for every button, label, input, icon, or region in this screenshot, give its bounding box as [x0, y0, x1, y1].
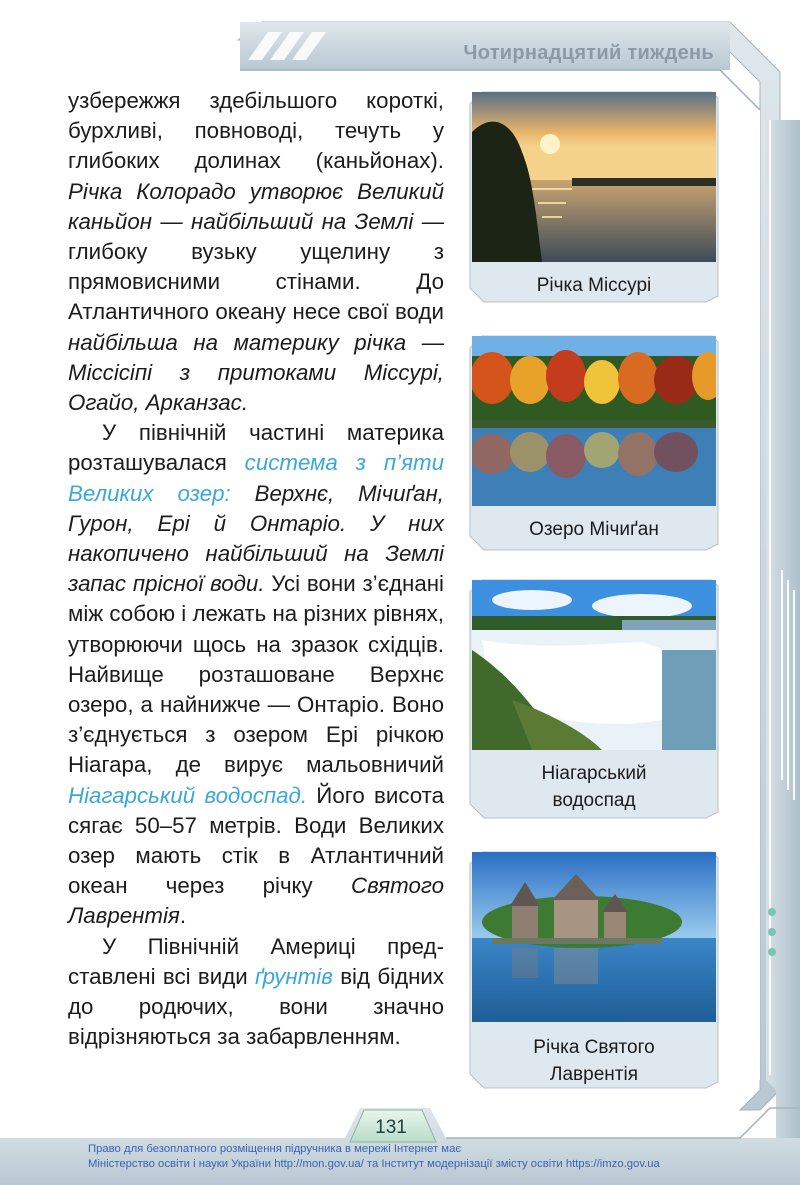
chapter-title: Чотирнадцятий тиждень [463, 42, 714, 64]
paragraph-3 [68, 932, 444, 1053]
paragraph-1 [68, 86, 444, 418]
caption-line: Лаврентія [550, 1064, 638, 1085]
image-card-missouri [472, 92, 716, 302]
italic-span: Верхнє, Мічиґан, Гурон, Ері й Онтаріо. У них накопичено найбільший на Землі запас прісної води. [68, 480, 444, 597]
missouri-river-photo [472, 92, 716, 262]
italic-span: найбільша на материку річка — Міссісіпі з притоками Міссурі, Огайо, Арканзас. [68, 329, 444, 416]
caption [472, 760, 716, 814]
caption-line: водоспад [552, 790, 636, 811]
caption: Річка Міссурі [536, 275, 652, 296]
lake-michigan-photo [472, 336, 716, 506]
text-span: — глибоку вузьку ущелину з прямовисними стінами. До Атлантичного океану несе свої води [68, 208, 444, 325]
paragraph-2 [68, 418, 444, 931]
image-card-st-lawrence [472, 852, 716, 1088]
caption [472, 1034, 716, 1088]
text-span: узбережжя здебільшого короткі, бурхливі, повноводі, течуть у глибоких долинах (каньйонах). [68, 88, 444, 174]
footer-line-2: Міністерство освіти і науки України http://mon.gov.ua/ та Інститут модернізації змісту освіти https://imzo.gov.ua [88, 1158, 660, 1170]
image-card-michigan [472, 336, 716, 550]
term-link: Ніагарський водоспад. [68, 782, 308, 808]
text-span: від бідних до родючих, вони значно відрізняються за забарвленням. [68, 963, 444, 1050]
italic-span: Річка Колорадо утворює Великий каньйон — найбільший на Землі [68, 178, 444, 234]
footer-line-1: Право для безоплатного розміщення підручника в мережі Інтернет має [88, 1143, 462, 1155]
image-card-niagara [472, 580, 716, 818]
italic-span: Святого Лаврентія [68, 873, 444, 929]
text-span: Усі вони з’єднані між собою і лежать на різних рівнях, утворюючи щось на зразок східців. Найвище розташоване Верхнє озеро, а найнижче — Онтаріо. Воно з’єднується з озером Ері річкою Ніагара, де вирує мальовничий [68, 571, 444, 778]
caption-line: Річка Святого [533, 1037, 655, 1058]
caption-line: Ніагарський [541, 763, 647, 784]
st-lawrence-river-photo [472, 852, 716, 1022]
term-link: система з п’яти Великих озер: [68, 450, 444, 506]
text-span: . [179, 903, 187, 929]
text-span: Його висота сягає 50–57 метрів. Води Великих озер мають стік в Атлантичний океан через річку [68, 782, 444, 899]
text-span: У північній частині материка розташувалася [68, 420, 444, 476]
main-text [68, 86, 444, 1053]
text-span: У Північній Америці представлені всі види [68, 933, 444, 989]
page-number: 131 [375, 1117, 407, 1138]
term-link: ґрунтів [255, 963, 333, 989]
niagara-falls-photo [472, 580, 716, 750]
caption: Озеро Мічиґан [529, 519, 659, 540]
